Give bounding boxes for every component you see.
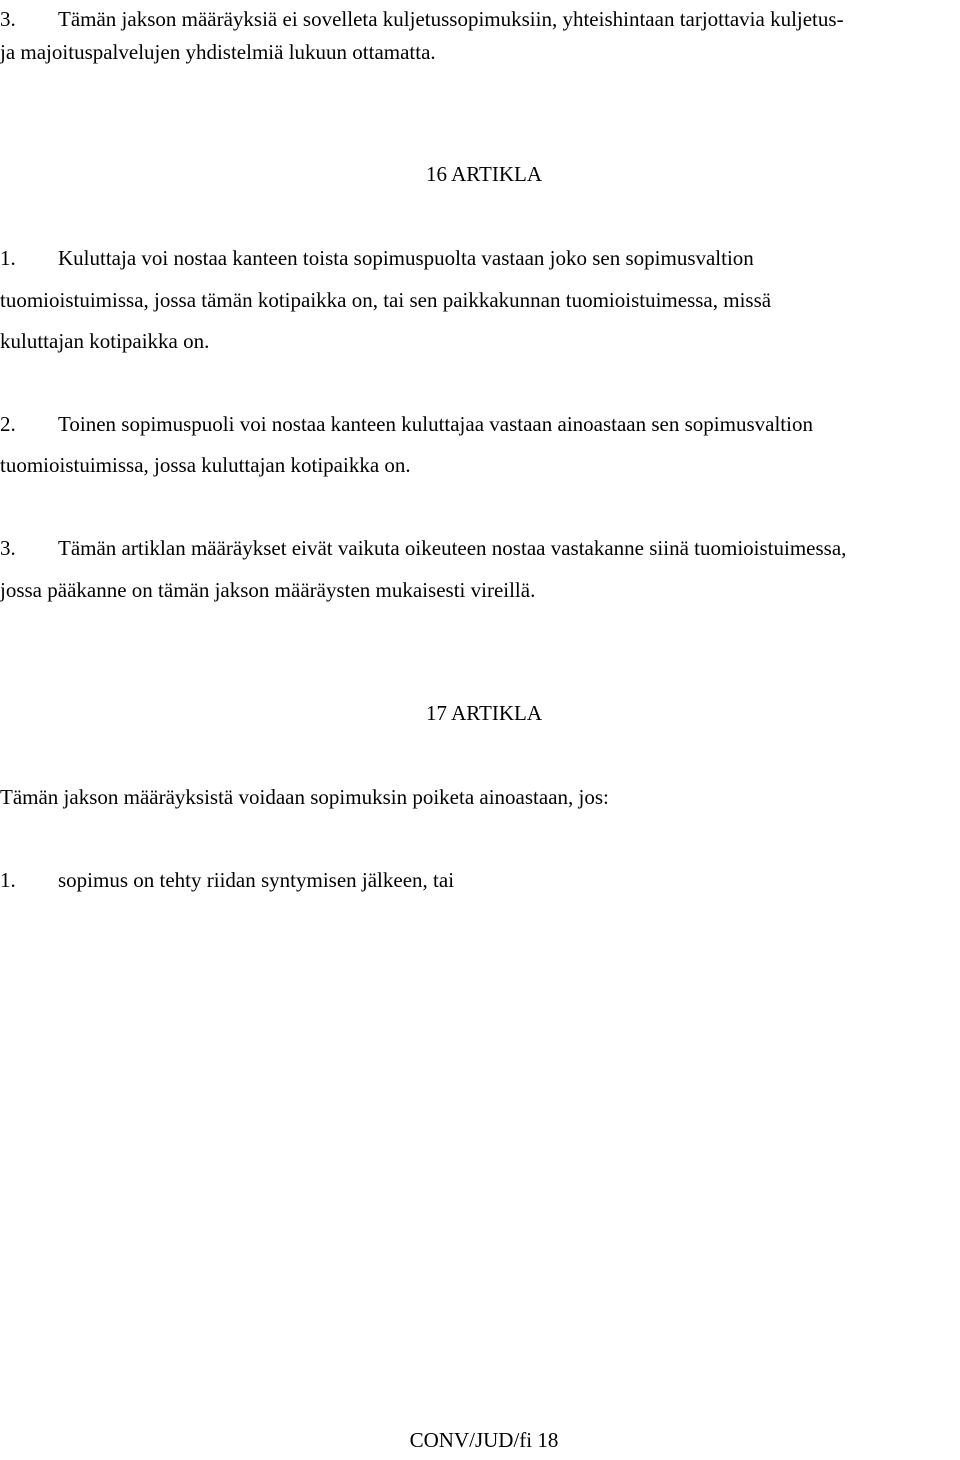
article-16-paragraph-2-line-1: [0, 403, 813, 445]
article-16-paragraph-1-line-1: [0, 237, 754, 279]
item-text: sopimus on tehty riidan syntymisen jälkeen, tai: [58, 868, 455, 892]
paragraph-text: Toinen sopimuspuoli voi nostaa kanteen kuluttajaa vastaan ainoastaan sen sopimusvaltion: [58, 412, 813, 436]
paragraph-3-line-2: ja majoituspalvelujen yhdistelmiä lukuun ottamatta.: [0, 40, 436, 64]
article-16-paragraph-2-line-2: tuomioistuimissa, jossa kuluttajan kotipaikka on.: [0, 453, 411, 477]
article-17-heading: 17 ARTIKLA: [426, 701, 542, 725]
page-footer-reference: CONV/JUD/fi 18: [409, 1428, 559, 1452]
article-16-paragraph-1-line-2: tuomioistuimissa, jossa tämän kotipaikka on, tai sen paikkakunnan tuomioistuimessa, missä: [0, 288, 772, 312]
article-16-paragraph-1-line-3: kuluttajan kotipaikka on.: [0, 329, 210, 353]
paragraph-number: 3.: [0, 7, 16, 31]
item-number: 1.: [0, 868, 16, 892]
paragraph-text: Tämän jakson määräyksiä ei sovelleta kuljetussopimuksiin, yhteishintaan tarjottavia kuljetus-: [58, 7, 844, 31]
paragraph-number: 3.: [0, 536, 16, 560]
paragraph-text: Kuluttaja voi nostaa kanteen toista sopimuspuolta vastaan joko sen sopimusvaltion: [58, 246, 754, 270]
article-16-paragraph-3-line-2: jossa pääkanne on tämän jakson määräysten mukaisesti vireillä.: [0, 578, 536, 602]
article-16-paragraph-3-line-1: [0, 527, 846, 569]
paragraph-number: 2.: [0, 412, 16, 436]
paragraph-number: 1.: [0, 246, 16, 270]
paragraph-text: Tämän artiklan määräykset eivät vaikuta oikeuteen nostaa vastakanne siinä tuomioistuimessa,: [58, 536, 847, 560]
article-17-item-1: [0, 859, 454, 901]
article-16-heading: 16 ARTIKLA: [426, 162, 542, 186]
article-17-intro: Tämän jakson määräyksistä voidaan sopimuksin poiketa ainoastaan, jos:: [0, 785, 609, 809]
